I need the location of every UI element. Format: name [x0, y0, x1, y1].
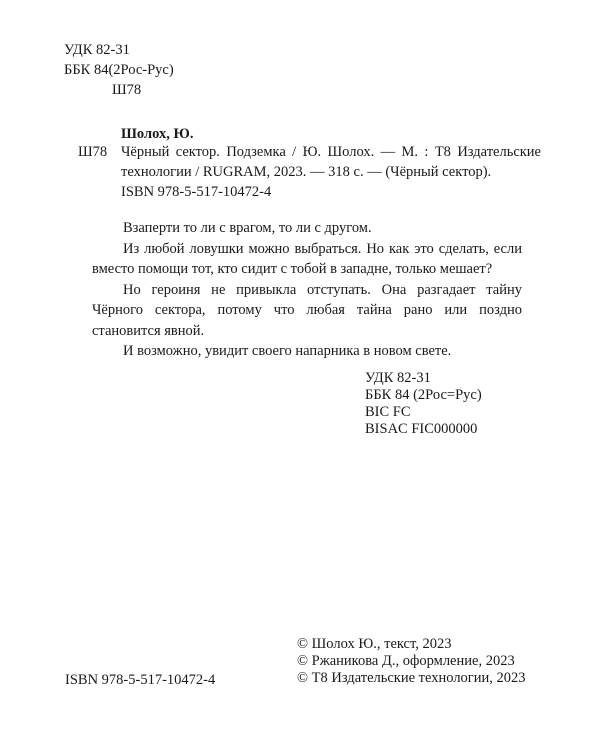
- bibliographic-description: Чёрный сектор. Подземка / Ю. Шолох. — М. : Т8 Издательские технологии / RUGRAM, 2023. — 318 с. — (Чёрный сектор).: [121, 144, 541, 180]
- udk-code: УДК 82-31: [64, 42, 130, 58]
- annotation: [92, 218, 522, 362]
- classification-codes: [365, 370, 482, 438]
- annotation-paragraph: Из любой ловушки можно выбраться. Но как это сделать, если вместо помощи тот, кто сидит с тобой в западне, только мешает?: [92, 240, 522, 277]
- bbk-code: ББК 84(2Рос-Рус): [64, 62, 174, 78]
- isbn-footer: ISBN 978-5-517-10472-4: [65, 672, 216, 688]
- copyright-line: © Ржаникова Д., оформление, 2023: [297, 653, 515, 669]
- author-sign-code-entry: Ш78: [78, 144, 108, 160]
- bisac-code: BISAC FIC000000: [365, 421, 478, 437]
- isbn-entry: ISBN 978-5-517-10472-4: [121, 184, 272, 200]
- copyright-line: © Шолох Ю., текст, 2023: [297, 636, 452, 652]
- bic-code: BIC FC: [365, 404, 411, 420]
- copyright-block: [297, 636, 526, 687]
- author-sign-code: Ш78: [112, 82, 142, 98]
- annotation-paragraph: Но героиня не привыкла отступать. Она разгадает тайну Чёрного сектора, потому что любая тайна рано или поздно становится явной.: [92, 281, 522, 339]
- annotation-paragraph: Взаперти то ли с врагом, то ли с другом.: [123, 220, 372, 236]
- copyright-line: © Т8 Издательские технологии, 2023: [297, 670, 526, 686]
- udk-code: УДК 82-31: [365, 370, 431, 386]
- top-classification-codes: [64, 40, 174, 100]
- annotation-paragraph: И возможно, увидит своего напарника в новом свете.: [123, 343, 452, 359]
- author-heading: Шолох, Ю.: [121, 126, 194, 142]
- bbk-code: ББК 84 (2Рос=Рус): [365, 387, 482, 403]
